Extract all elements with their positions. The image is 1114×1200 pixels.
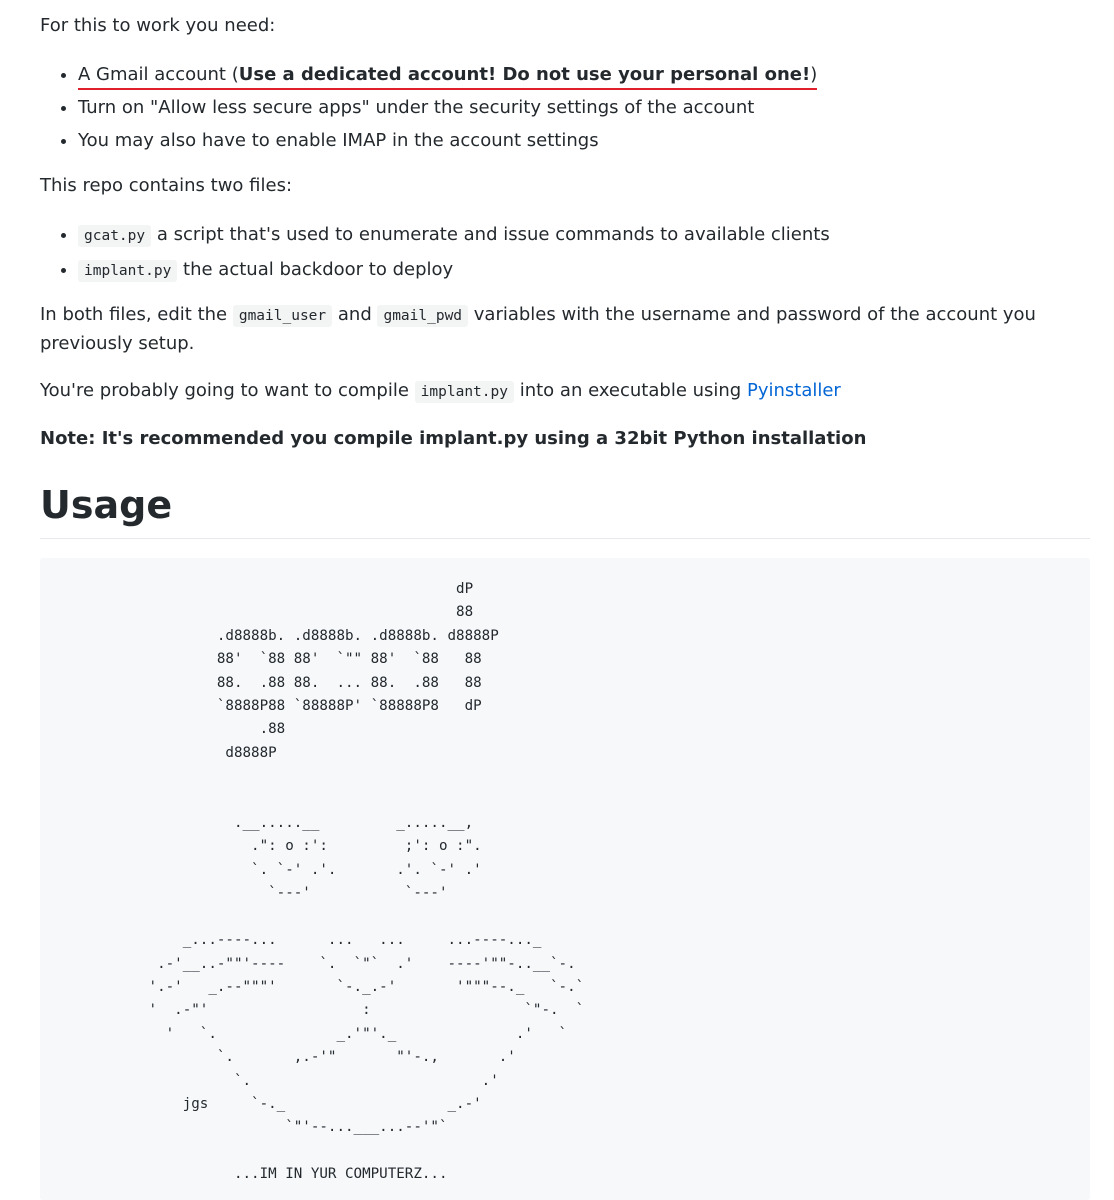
paragraph-text: into an executable using [513, 380, 747, 401]
implant-code: implant.py [78, 260, 177, 282]
files-list [40, 218, 1114, 288]
note-text: Note: It's recommended you compile implant.py using a 32bit Python installation [40, 428, 867, 449]
list-item-text: A Gmail account ( [78, 64, 239, 85]
list-item [78, 253, 1114, 288]
ascii-art: dP 88 .d8888b. .d8888b. .d8888b. d8888P 88' `88 88' `"" 88' `88 88 88. .88 88. ... 88. .88 88 `8888P88 `88888P' `88888P8 dP .88 d8888P .__.....__ _.....__, .": o :': ;': o :". `. `-' .'. .'. `-' .' `---' `---' _...----... ... ... ...----..._ .-'__..-""'---- `. `"` .' ----'""-..__`-. '.-' _.--"""' `-._.-' '"""--._ `-.` ' .-"' : `"-. ` ' `. _.'"'._ .' ` `. ,.-'" "'-., .' `. .' jgs `-._ _.-' `"'--...___...--'"` ...IM IN YUR COMPUTERZ... [148, 581, 585, 1183]
dedicated-account-warning: Use a dedicated account! Do not use your personal one! [238, 64, 811, 85]
usage-heading: Usage [40, 483, 173, 527]
paragraph-text: You're probably going to want to compile [40, 380, 415, 401]
paragraph-text: In both files, edit the [40, 304, 233, 325]
compile-instructions [40, 377, 841, 406]
list-item: • Turn on "Allow less secure apps" under the security settings of the account [78, 91, 1114, 124]
paragraph-text: and [332, 304, 378, 325]
implant-code: implant.py [415, 381, 514, 403]
gmail-warning-underline [78, 62, 817, 90]
edit-instructions [40, 301, 1090, 358]
pyinstaller-link[interactable]: Pyinstaller [746, 380, 841, 401]
heading-divider [40, 538, 1090, 539]
list-item-text: the actual backdoor to deploy [177, 259, 454, 280]
gmail-user-code: gmail_user [233, 305, 332, 327]
list-item [78, 218, 1114, 253]
usage-code-block [40, 558, 1090, 1200]
gcat-code: gcat.py [78, 225, 151, 247]
requirements-list [40, 58, 1114, 157]
repo-intro: This repo contains two files: [40, 175, 293, 196]
list-item [78, 58, 1114, 91]
gmail-pwd-code: gmail_pwd [377, 305, 468, 327]
requirements-intro: For this to work you need: [40, 15, 276, 36]
list-item: • You may also have to enable IMAP in the account settings [78, 124, 1114, 157]
paragraph-text: variables with the username and password of the account you previously setup. [40, 304, 1036, 354]
list-item-text: ) [810, 64, 818, 85]
list-item-text: a script that's used to enumerate and issue commands to available clients [151, 224, 830, 245]
